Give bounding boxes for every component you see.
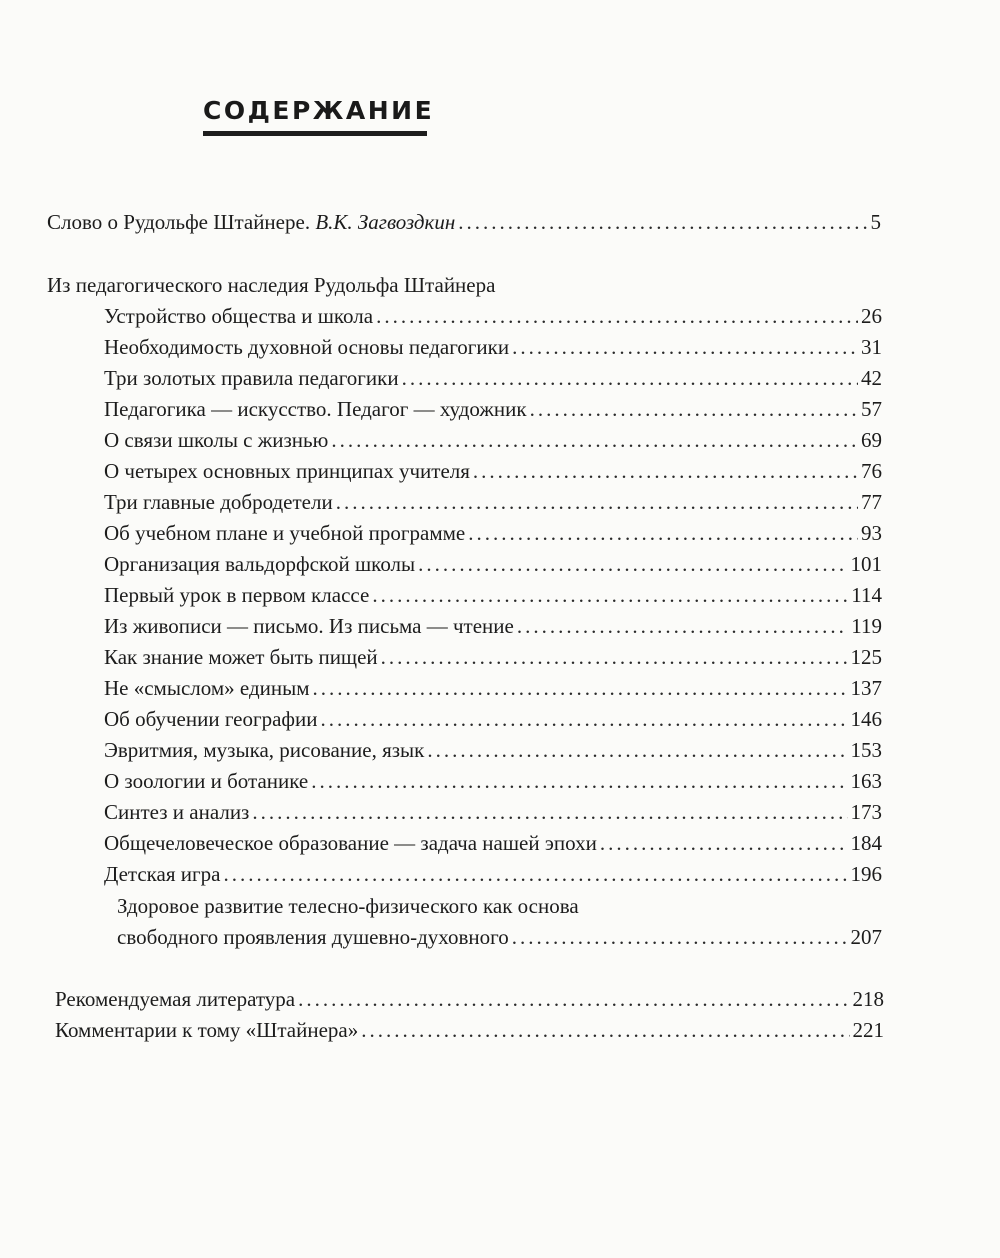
dot-leader: [321, 706, 848, 732]
dot-leader: [418, 551, 847, 577]
toc-entry-multiline-second: свободного проявления душевно-духовного ..... 207: [117, 919, 882, 950]
toc-entry: О зоологии и ботанике ..... 163: [104, 763, 882, 794]
toc-entry: О связи школы с жизнью ..... 69: [104, 422, 882, 453]
dot-leader: [517, 613, 848, 639]
toc-entry-multiline-first: Здоровое развитие телесно-физического как основа: [117, 894, 579, 918]
dot-leader: [427, 737, 847, 763]
toc-entry: Детская игра ..... 196: [104, 856, 882, 887]
toc-entry-author: В.К. Загвоздкин: [315, 210, 456, 234]
toc-entry: Эвритмия, музыка, рисование, язык ..... 153: [104, 732, 882, 763]
toc-entry: Первый урок в первом классе ..... 114: [104, 577, 882, 608]
toc-entry: Синтез и анализ ..... 173: [104, 794, 882, 825]
toc-entry: Педагогика — искусство. Педагог — художник ..... 57: [104, 391, 882, 422]
toc-entry: Три главные добродетели ..... 77: [104, 484, 882, 515]
toc-entry-intro: [47, 204, 881, 235]
dot-leader: [311, 768, 847, 794]
dot-leader: [336, 489, 858, 515]
toc-entry: Организация вальдорфской школы ..... 101: [104, 546, 882, 577]
dot-leader: [402, 365, 858, 391]
toc-entry: Из живописи — письмо. Из письма — чтение ..... 119: [104, 608, 882, 639]
dot-leader: [313, 675, 848, 701]
toc-entry-literature: Рекомендуемая литература ..... 218: [55, 981, 884, 1012]
dot-leader: [361, 1017, 849, 1043]
dot-leader: [252, 799, 847, 825]
toc-entry-comments: Комментарии к тому «Штайнера» ..... 221: [55, 1012, 884, 1043]
toc-entry: Три золотых правила педагогики ..... 42: [104, 360, 882, 391]
section-title: Из педагогического наследия Рудольфа Штайнера: [47, 273, 496, 297]
dot-leader: [530, 396, 858, 422]
dot-leader: [600, 830, 848, 856]
dot-leader: [468, 520, 858, 546]
toc-entry: О четырех основных принципах учителя ..... 76: [104, 453, 882, 484]
dot-leader: [512, 924, 848, 950]
dot-leader: [512, 334, 858, 360]
dot-leader: [372, 582, 848, 608]
page-title: СОДЕРЖАНИЕ: [203, 96, 435, 125]
toc-entry: Общечеловеческое образование — задача нашей эпохи ..... 184: [104, 825, 882, 856]
dot-leader: [331, 427, 858, 453]
dot-leader: [376, 303, 858, 329]
title-underline: [203, 131, 427, 136]
dot-leader: [473, 458, 858, 484]
toc-entry: Об обучении географии ..... 146: [104, 701, 882, 732]
dot-leader: [223, 861, 847, 887]
toc-entry-title: Слово о Рудольфе Штайнере. В.К. Загвоздкин: [47, 210, 456, 234]
dot-leader: [458, 209, 867, 235]
toc-entry: Необходимость духовной основы педагогики ..... 31: [104, 329, 882, 360]
dot-leader: [381, 644, 848, 670]
toc-entry: Не «смыслом» единым ..... 137: [104, 670, 882, 701]
toc-entry-page: 5: [870, 210, 881, 234]
dot-leader: [298, 986, 849, 1012]
toc-entry: Как знание может быть пищей ..... 125: [104, 639, 882, 670]
toc-entry: Об учебном плане и учебной программе ..... 93: [104, 515, 882, 546]
toc-entry: Устройство общества и школа ..... 26: [104, 298, 882, 329]
